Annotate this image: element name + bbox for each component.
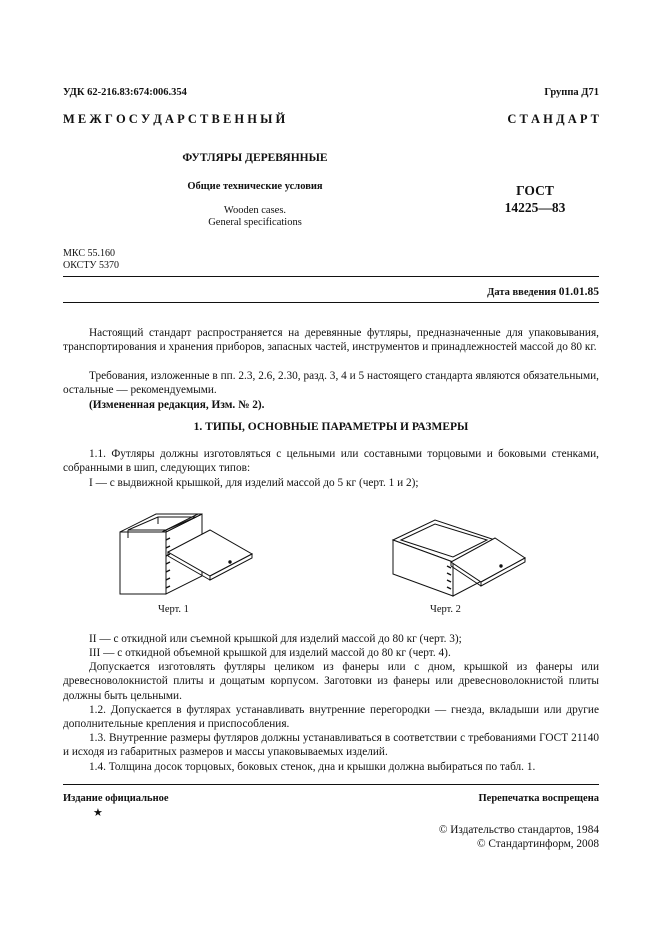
divider-top: [63, 276, 599, 277]
figure-2-caption: Черт. 2: [430, 604, 461, 615]
figure-2-drawing: [385, 500, 530, 600]
okstu-code: ОКСТУ 5370: [63, 260, 120, 271]
figure-1-drawing: [118, 502, 258, 602]
official-edition: Издание официальное: [63, 793, 169, 804]
amendment-note: (Измененная редакция, Изм. № 2).: [89, 399, 265, 411]
banner-standard: С Т А Н Д А Р Т: [507, 112, 599, 126]
page-title: ФУТЛЯРЫ ДЕРЕВЯННЫЕ: [182, 152, 328, 164]
paragraph-requirements: Требования, изложенные в пп. 2.3, 2.6, 2.30, разд. 3, 4 и 5 настоящего стандарта являются обязательными, остальные — рекомендуемыми.: [63, 370, 599, 397]
intro-date: [487, 286, 599, 298]
banner-interstate: М Е Ж Г О С У Д А Р С Т В Е Н Н Ы Й: [63, 112, 286, 126]
reprint-prohibited: Перепечатка воспрещена: [478, 793, 599, 804]
page-subtitle: Общие технические условия: [187, 181, 323, 192]
gost-label: ГОСТ: [516, 183, 554, 198]
clause-1-1: 1.1. Футляры должны изготовляться с цельными или составными торцовыми и боковыми стенками, собранными в шип, следующих типов:: [63, 448, 599, 475]
english-title-line1: Wooden cases.: [223, 205, 287, 216]
udk-code: УДК 62-216.83:674:006.354: [63, 87, 187, 98]
copyright-2008: © Стандартинформ, 2008: [476, 838, 599, 850]
english-title: [130, 205, 380, 229]
gost-number: 14225—83: [504, 200, 566, 215]
clause-1-3: 1.3. Внутренние размеры футляров должны устанавливаться в соответствии с требованиями ГОСТ 21140 и исходя из габаритных размеров и массы упаковываемых изделий.: [63, 732, 599, 759]
copyright-1984: © Издательство стандартов, 1984: [438, 824, 599, 836]
intro-date-value: 01.01.85: [558, 286, 599, 298]
type-2: II — с откидной или съемной крышкой для изделий массой до 80 кг (черт. 3);: [89, 633, 462, 645]
group-code: Группа Д71: [544, 87, 599, 98]
copyright-block: [439, 823, 599, 851]
paragraph-allowance: Допускается изготовлять футляры целиком из фанеры или с дном, крышкой из фанеры или древесноволокнистой плиты и дощатым корпусом. Заготовки из фанеры или древесноволокнистой плиты должны быть цельными.: [63, 661, 599, 702]
gost-designation: [480, 182, 590, 216]
mks-code: МКС 55.160: [63, 248, 115, 259]
section-1-title: 1. ТИПЫ, ОСНОВНЫЕ ПАРАМЕТРЫ И РАЗМЕРЫ: [193, 421, 469, 433]
divider-footer: [63, 784, 599, 785]
intro-date-label: Дата введения: [487, 287, 557, 298]
clause-1-2: 1.2. Допускается в футлярах устанавливать внутренние перегородки — гнезда, вкладыши или другие дополнительные крепления и приспособления.: [63, 704, 599, 731]
divider-date: [63, 302, 599, 303]
clause-1-4: 1.4. Толщина досок торцовых, боковых стенок, дна и крышки должна выбираться по табл. 1.: [89, 761, 536, 773]
type-1: I — с выдвижной крышкой, для изделий массой до 5 кг (черт. 1 и 2);: [89, 477, 419, 489]
figure-1-caption: Черт. 1: [158, 604, 189, 615]
star-icon: ★: [93, 807, 103, 819]
paragraph-scope: Настоящий стандарт распространяется на деревянные футляры, предназначенные для упаковывания, транспортирования и хранения приборов, запасных частей, инструментов и принадлежностей массой до 80 кг.: [63, 327, 599, 354]
type-3: III — с откидной объемной крышкой для изделий массой до 80 кг (черт. 4).: [89, 647, 451, 659]
classification-codes: [63, 248, 119, 272]
english-title-line2: General specifications: [208, 217, 302, 228]
